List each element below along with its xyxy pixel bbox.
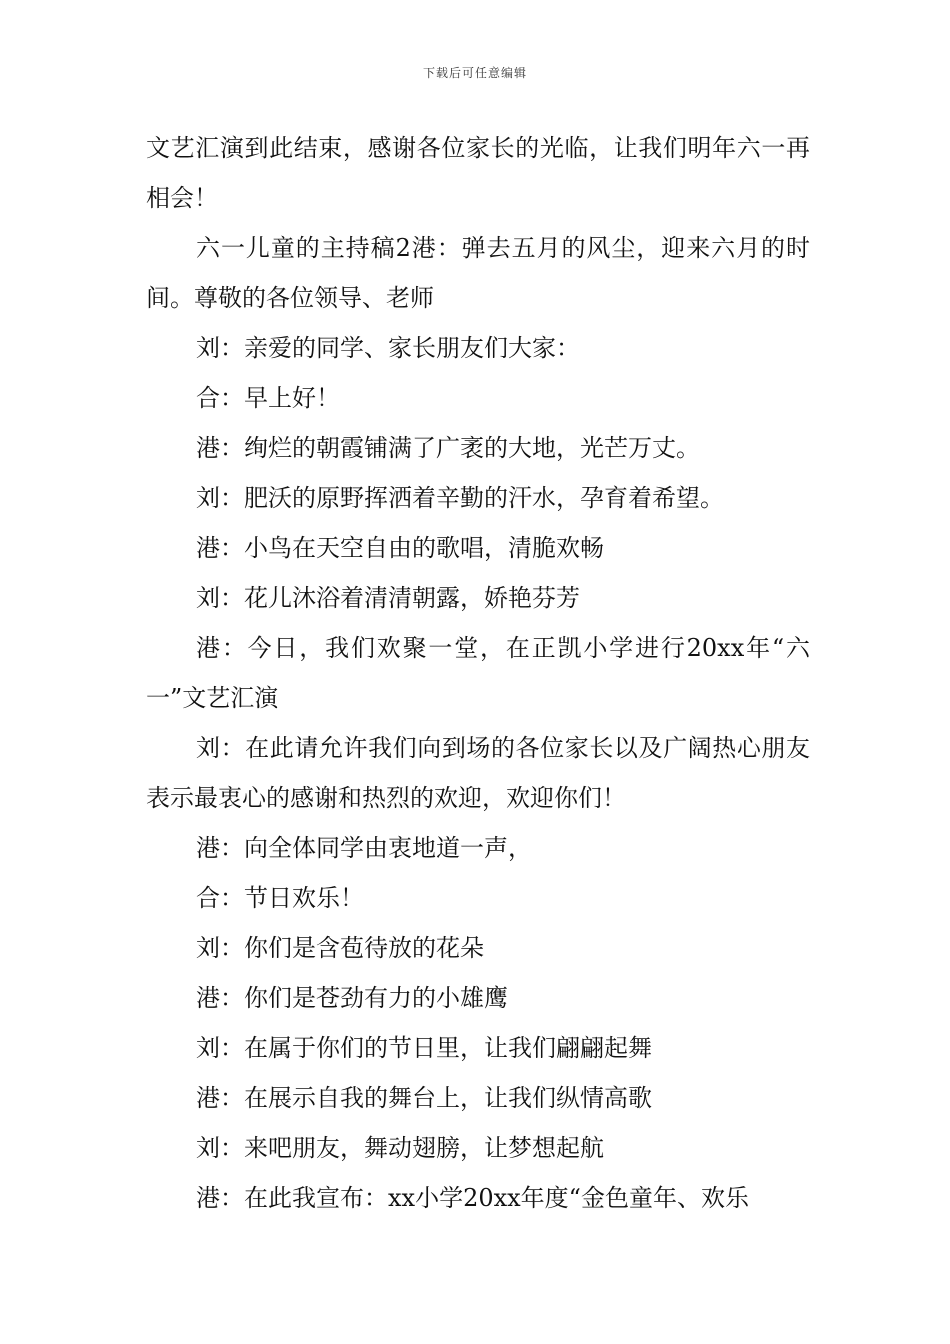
paragraph: 港：小鸟在天空自由的歌唱，清脆欢畅 <box>196 534 604 562</box>
paragraph: 港：向全体同学由衷地道一声， <box>196 834 532 862</box>
paragraph: 港：绚烂的朝霞铺满了广袤的大地，光芒万丈。 <box>196 434 700 462</box>
paragraph: 刘：亲爱的同学、家长朋友们大家： <box>196 334 580 362</box>
paragraph: 文艺汇演到此结束，感谢各位家长的光临，让我们明年六一再相会！ <box>146 134 810 212</box>
paragraph: 刘：在此请允许我们向到场的各位家长以及广阔热心朋友表示最衷心的感谢和热烈的欢迎，欢迎你们！ <box>146 734 810 812</box>
paragraph: 刘：在属于你们的节日里，让我们翩翩起舞 <box>196 1034 652 1062</box>
paragraph: 合：节日欢乐！ <box>196 884 364 912</box>
paragraph: 刘：肥沃的原野挥洒着辛勤的汗水，孕育着希望。 <box>196 484 724 512</box>
paragraph: 刘：来吧朋友，舞动翅膀，让梦想起航 <box>196 1134 604 1162</box>
paragraph: 六一儿童的主持稿2港：弹去五月的风尘，迎来六月的时间。尊敬的各位领导、老师 <box>146 234 810 312</box>
header-note: 下载后可任意编辑 <box>422 66 527 80</box>
paragraph: 刘：你们是含苞待放的花朵 <box>196 934 484 962</box>
paragraph: 港：在展示自我的舞台上，让我们纵情高歌 <box>196 1084 652 1112</box>
document-body <box>146 123 810 1223</box>
paragraph: 港：今日，我们欢聚一堂，在正凯小学进行20xx年“六一”文艺汇演 <box>146 634 810 712</box>
paragraph: 合：早上好！ <box>196 384 340 412</box>
paragraph: 刘：花儿沐浴着清清朝露，娇艳芬芳 <box>196 584 580 612</box>
paragraph: 港：你们是苍劲有力的小雄鹰 <box>196 984 508 1012</box>
paragraph: 港：在此我宣布：xx小学20xx年度“金色童年、欢乐 <box>196 1184 749 1212</box>
